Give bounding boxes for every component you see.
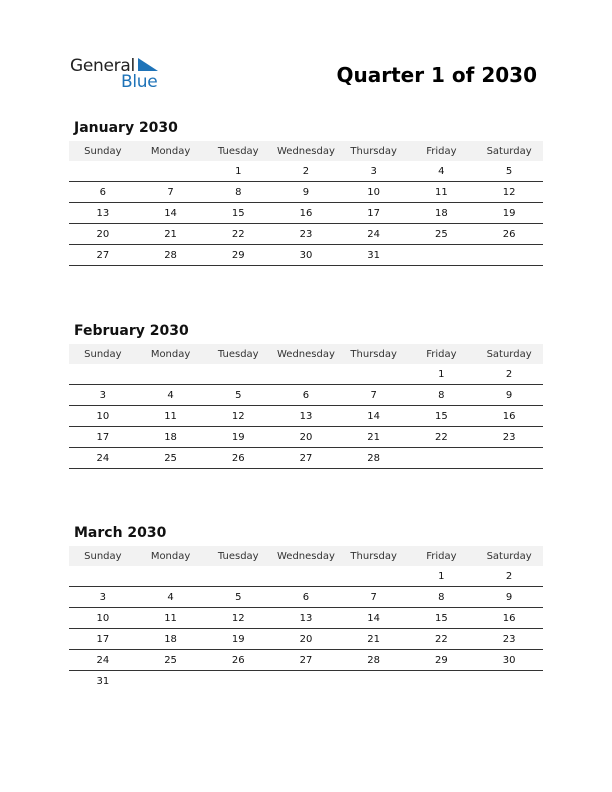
day-cell: 4 (408, 161, 476, 182)
day-cell: 26 (204, 448, 272, 469)
day-cell: 2 (475, 364, 543, 385)
day-cell: 27 (272, 650, 340, 671)
weekday-header: Wednesday (272, 546, 340, 566)
week-row (69, 629, 543, 650)
day-cell: 17 (69, 427, 137, 448)
day-cell: 3 (69, 385, 137, 406)
day-cell: 23 (475, 629, 543, 650)
month-january (69, 119, 543, 266)
day-cell: 28 (137, 245, 205, 266)
day-cell: 29 (204, 245, 272, 266)
day-cell (137, 364, 205, 385)
day-cell (137, 671, 205, 692)
week-row (69, 182, 543, 203)
day-cell: 12 (204, 608, 272, 629)
day-cell: 13 (69, 203, 137, 224)
day-cell: 16 (475, 608, 543, 629)
weekday-header: Sunday (69, 344, 137, 364)
day-cell: 4 (137, 587, 205, 608)
weekday-header: Thursday (340, 141, 408, 161)
day-cell: 3 (340, 161, 408, 182)
day-cell (137, 566, 205, 587)
day-cell: 14 (340, 608, 408, 629)
day-cell: 9 (272, 182, 340, 203)
day-cell: 24 (69, 448, 137, 469)
logo-text-general: General (70, 56, 135, 76)
week-row (69, 608, 543, 629)
day-cell (204, 671, 272, 692)
weekday-header: Friday (408, 141, 476, 161)
day-cell: 5 (204, 385, 272, 406)
week-row (69, 566, 543, 587)
week-row (69, 650, 543, 671)
week-row (69, 203, 543, 224)
week-row (69, 587, 543, 608)
day-cell: 19 (204, 629, 272, 650)
logo-triangle-icon (136, 57, 160, 73)
month-february (69, 322, 543, 469)
day-cell: 31 (340, 245, 408, 266)
day-cell: 17 (340, 203, 408, 224)
day-cell: 11 (408, 182, 476, 203)
day-cell: 12 (204, 406, 272, 427)
weekday-header: Friday (408, 546, 476, 566)
week-row (69, 385, 543, 406)
day-cell: 18 (408, 203, 476, 224)
day-cell: 2 (272, 161, 340, 182)
day-cell: 10 (340, 182, 408, 203)
day-cell: 18 (137, 427, 205, 448)
day-cell (69, 161, 137, 182)
day-cell: 8 (204, 182, 272, 203)
day-cell: 16 (272, 203, 340, 224)
day-cell: 30 (475, 650, 543, 671)
day-cell: 9 (475, 587, 543, 608)
day-cell: 24 (340, 224, 408, 245)
weekday-header: Wednesday (272, 141, 340, 161)
day-cell: 13 (272, 406, 340, 427)
day-cell (272, 566, 340, 587)
day-cell: 3 (69, 587, 137, 608)
day-cell: 23 (475, 427, 543, 448)
month-title: January 2030 (74, 120, 178, 136)
day-cell: 13 (272, 608, 340, 629)
week-row (69, 364, 543, 385)
day-cell: 28 (340, 650, 408, 671)
calendar-grid (69, 546, 543, 691)
day-cell (408, 448, 476, 469)
day-cell: 25 (137, 448, 205, 469)
day-cell: 2 (475, 566, 543, 587)
day-cell: 31 (96, 675, 110, 687)
day-cell: 6 (272, 385, 340, 406)
day-cell: 25 (137, 650, 205, 671)
weekday-header-row (69, 344, 543, 364)
day-cell: 8 (408, 587, 476, 608)
weekday-header: Tuesday (204, 546, 272, 566)
day-cell: 1 (408, 566, 476, 587)
week-row (69, 448, 543, 469)
day-cell (272, 671, 340, 692)
weekday-header: Sunday (69, 141, 137, 161)
day-cell: 27 (69, 245, 137, 266)
day-cell: 15 (408, 406, 476, 427)
day-cell: 15 (408, 608, 476, 629)
day-cell: 1 (408, 364, 476, 385)
month-march (69, 524, 543, 691)
day-cell: 9 (475, 385, 543, 406)
page-title: Quarter 1 of 2030 (336, 63, 537, 87)
day-cell: 21 (137, 224, 205, 245)
day-cell (137, 161, 205, 182)
day-cell (272, 364, 340, 385)
day-cell: 21 (340, 427, 408, 448)
weekday-header-row (69, 141, 543, 161)
weekday-header: Tuesday (204, 141, 272, 161)
weekday-header: Saturday (475, 546, 543, 566)
day-cell (340, 566, 408, 587)
day-cell: 22 (408, 629, 476, 650)
day-cell: 26 (204, 650, 272, 671)
weekday-header: Monday (137, 344, 205, 364)
day-cell (475, 245, 543, 266)
logo (70, 56, 170, 92)
day-cell: 6 (69, 182, 137, 203)
day-cell: 17 (69, 629, 137, 650)
month-title: March 2030 (74, 525, 167, 541)
day-cell (475, 671, 543, 692)
day-cell: 21 (340, 629, 408, 650)
calendar-grid (69, 344, 543, 469)
day-cell: 18 (137, 629, 205, 650)
day-cell (69, 364, 137, 385)
day-cell: 20 (272, 629, 340, 650)
week-row (69, 224, 543, 245)
day-cell (204, 364, 272, 385)
day-cell: 7 (340, 385, 408, 406)
day-cell: 19 (204, 427, 272, 448)
day-cell: 7 (137, 182, 205, 203)
day-cell: 8 (408, 385, 476, 406)
day-cell: 22 (204, 224, 272, 245)
weekday-header: Monday (137, 141, 205, 161)
weekday-header: Wednesday (272, 344, 340, 364)
week-row (69, 427, 543, 448)
calendar-grid (69, 141, 543, 266)
weekday-header: Saturday (475, 141, 543, 161)
weekday-header: Thursday (340, 344, 408, 364)
day-cell: 11 (137, 406, 205, 427)
day-cell: 23 (272, 224, 340, 245)
day-cell (408, 245, 476, 266)
day-cell: 20 (272, 427, 340, 448)
day-cell: 5 (204, 587, 272, 608)
month-title: February 2030 (74, 323, 189, 339)
day-cell: 12 (475, 182, 543, 203)
day-cell: 7 (340, 587, 408, 608)
day-cell: 5 (475, 161, 543, 182)
day-cell: 4 (137, 385, 205, 406)
day-cell: 26 (475, 224, 543, 245)
day-cell: 14 (340, 406, 408, 427)
day-cell (475, 448, 543, 469)
weekday-header: Sunday (69, 546, 137, 566)
day-cell: 10 (69, 608, 137, 629)
day-cell: 14 (137, 203, 205, 224)
day-cell: 10 (69, 406, 137, 427)
weekday-header: Thursday (340, 546, 408, 566)
weekday-header: Friday (408, 344, 476, 364)
day-cell: 28 (340, 448, 408, 469)
day-cell: 6 (272, 587, 340, 608)
day-cell (69, 566, 137, 587)
day-cell: 29 (408, 650, 476, 671)
day-cell: 16 (475, 406, 543, 427)
day-cell (204, 566, 272, 587)
day-cell: 24 (69, 650, 137, 671)
weekday-header-row (69, 546, 543, 566)
weekday-header: Monday (137, 546, 205, 566)
day-cell: 20 (69, 224, 137, 245)
week-row (69, 671, 543, 692)
weekday-header: Tuesday (204, 344, 272, 364)
week-row (69, 406, 543, 427)
week-row (69, 161, 543, 182)
day-cell: 27 (272, 448, 340, 469)
weekday-header: Saturday (475, 344, 543, 364)
day-cell: 30 (272, 245, 340, 266)
day-cell (340, 671, 408, 692)
day-cell: 1 (204, 161, 272, 182)
day-cell: 11 (137, 608, 205, 629)
day-cell: 19 (475, 203, 543, 224)
day-cell (408, 671, 476, 692)
day-cell: 15 (204, 203, 272, 224)
logo-text-blue: Blue (121, 72, 158, 92)
day-cell: 22 (408, 427, 476, 448)
day-cell: 25 (408, 224, 476, 245)
day-cell (340, 364, 408, 385)
week-row (69, 245, 543, 266)
